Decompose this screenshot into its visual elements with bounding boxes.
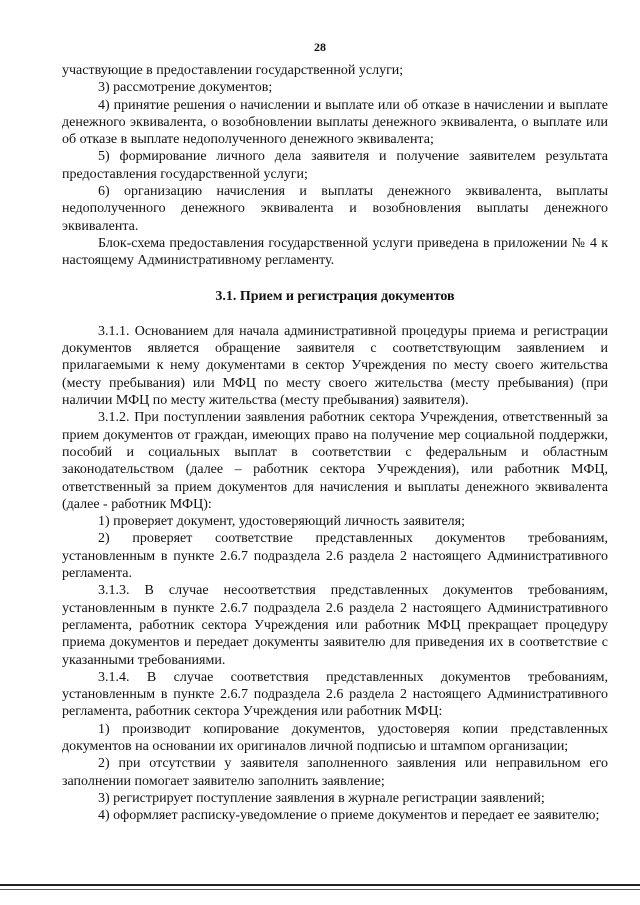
- paragraph-3-1-4-item-3: 3) регистрирует поступление заявления в журнале регистрации заявлений;: [98, 790, 545, 806]
- paragraph-intro-3: 5) формирование личного дела заявителя и получение заявителем результата предоставления государственной услуги;: [62, 149, 608, 182]
- paragraph-intro-0: участвующие в предоставлении государственной услуги;: [62, 63, 404, 78]
- paragraph-3-1-4-item-2: 2) при отсутствии у заявителя заполненного заявления или неправильном его заполнении помогает заявителю заполнить заявление;: [62, 756, 608, 789]
- paragraph-3-1-2: 3.1.2. При поступлении заявления работник сектора Учреждения, ответственный за прием документов от граждан, имеющих право на получение мер социальной поддержки, пособий и социальных выплат в соответствии с федеральным и областным законодательством (далее – работник сектора Учреждения), или работник МФЦ, ответственный за прием документов для начисления и выплаты денежного эквивалента (далее - работник МФЦ):: [62, 410, 608, 512]
- paragraph-3-1-2-item-2: 2) проверяет соответствие представленных документов требованиям, установленным в пункте 2.6.7 подраздела 2.6 раздела 2 настоящего Административного регламента.: [62, 531, 608, 582]
- paragraph-3-1-4: 3.1.4. В случае соответствия представленных документов требованиям, установленным в пункте 2.6.7 подраздела 2.6 раздела 2 настоящего Административного регламента, работник сектора Учреждения или работник МФЦ:: [62, 669, 608, 720]
- paragraph-intro-1: 3) рассмотрение документов;: [98, 80, 273, 96]
- page-bottom-rule-thin: [0, 889, 640, 890]
- paragraph-intro-4: 6) организацию начисления и выплаты денежного эквивалента, выплаты недополученного денежного эквивалента и возобновления выплаты денежного эквивалента.: [62, 184, 608, 234]
- paragraph-3-1-1: 3.1.1. Основанием для начала административной процедуры приема и регистрации документов является обращение заявителя с соответствующим заявлением и прилагаемыми к нему документами в сектор Учреждения по месту своего жительства (месту пребывания) или МФЦ по месту своего жительства (месту пребывания) (при наличии МФЦ по месту жительства (месту пребывания) заявителя).: [62, 323, 608, 409]
- section-heading: 3.1. Прием и регистрация документов: [215, 288, 455, 304]
- page-bottom-rule: [0, 884, 640, 886]
- paragraph-intro-2: 4) принятие решения о начислении и выплате или об отказе в начислении и выплате денежного эквивалента, о возобновлении выплаты денежного эквивалента, о выплате или об отказе в выплате недополученного денежного эквивалента;: [62, 97, 608, 148]
- paragraph-3-1-2-item-1: 1) проверяет документ, удостоверяющий личность заявителя;: [98, 514, 465, 530]
- paragraph-3-1-4-item-1: 1) производит копирование документов, удостоверяя копии представленных документов на основании их оригиналов личной подписью и штампом организации;: [62, 721, 608, 754]
- document-body: [62, 62, 608, 824]
- page-number: 28: [314, 40, 326, 54]
- paragraph-3-1-4-item-4: 4) оформляет расписку-уведомление о приеме документов и передает ее заявителю;: [98, 808, 600, 824]
- paragraph-intro-5: Блок-схема предоставления государственной услуги приведена в приложении № 4 к настоящему Административному регламенту.: [62, 235, 608, 269]
- paragraph-3-1-3: 3.1.3. В случае несоответствия представленных документов требованиям, установленным в пункте 2.6.7 подраздела 2.6 раздела 2 настоящего Административного регламента, работник сектора Учреждения или работник МФЦ прекращает процедуру приема документов и передает документы заявителю для приведения их в соответствие с указанными требованиями.: [62, 583, 608, 668]
